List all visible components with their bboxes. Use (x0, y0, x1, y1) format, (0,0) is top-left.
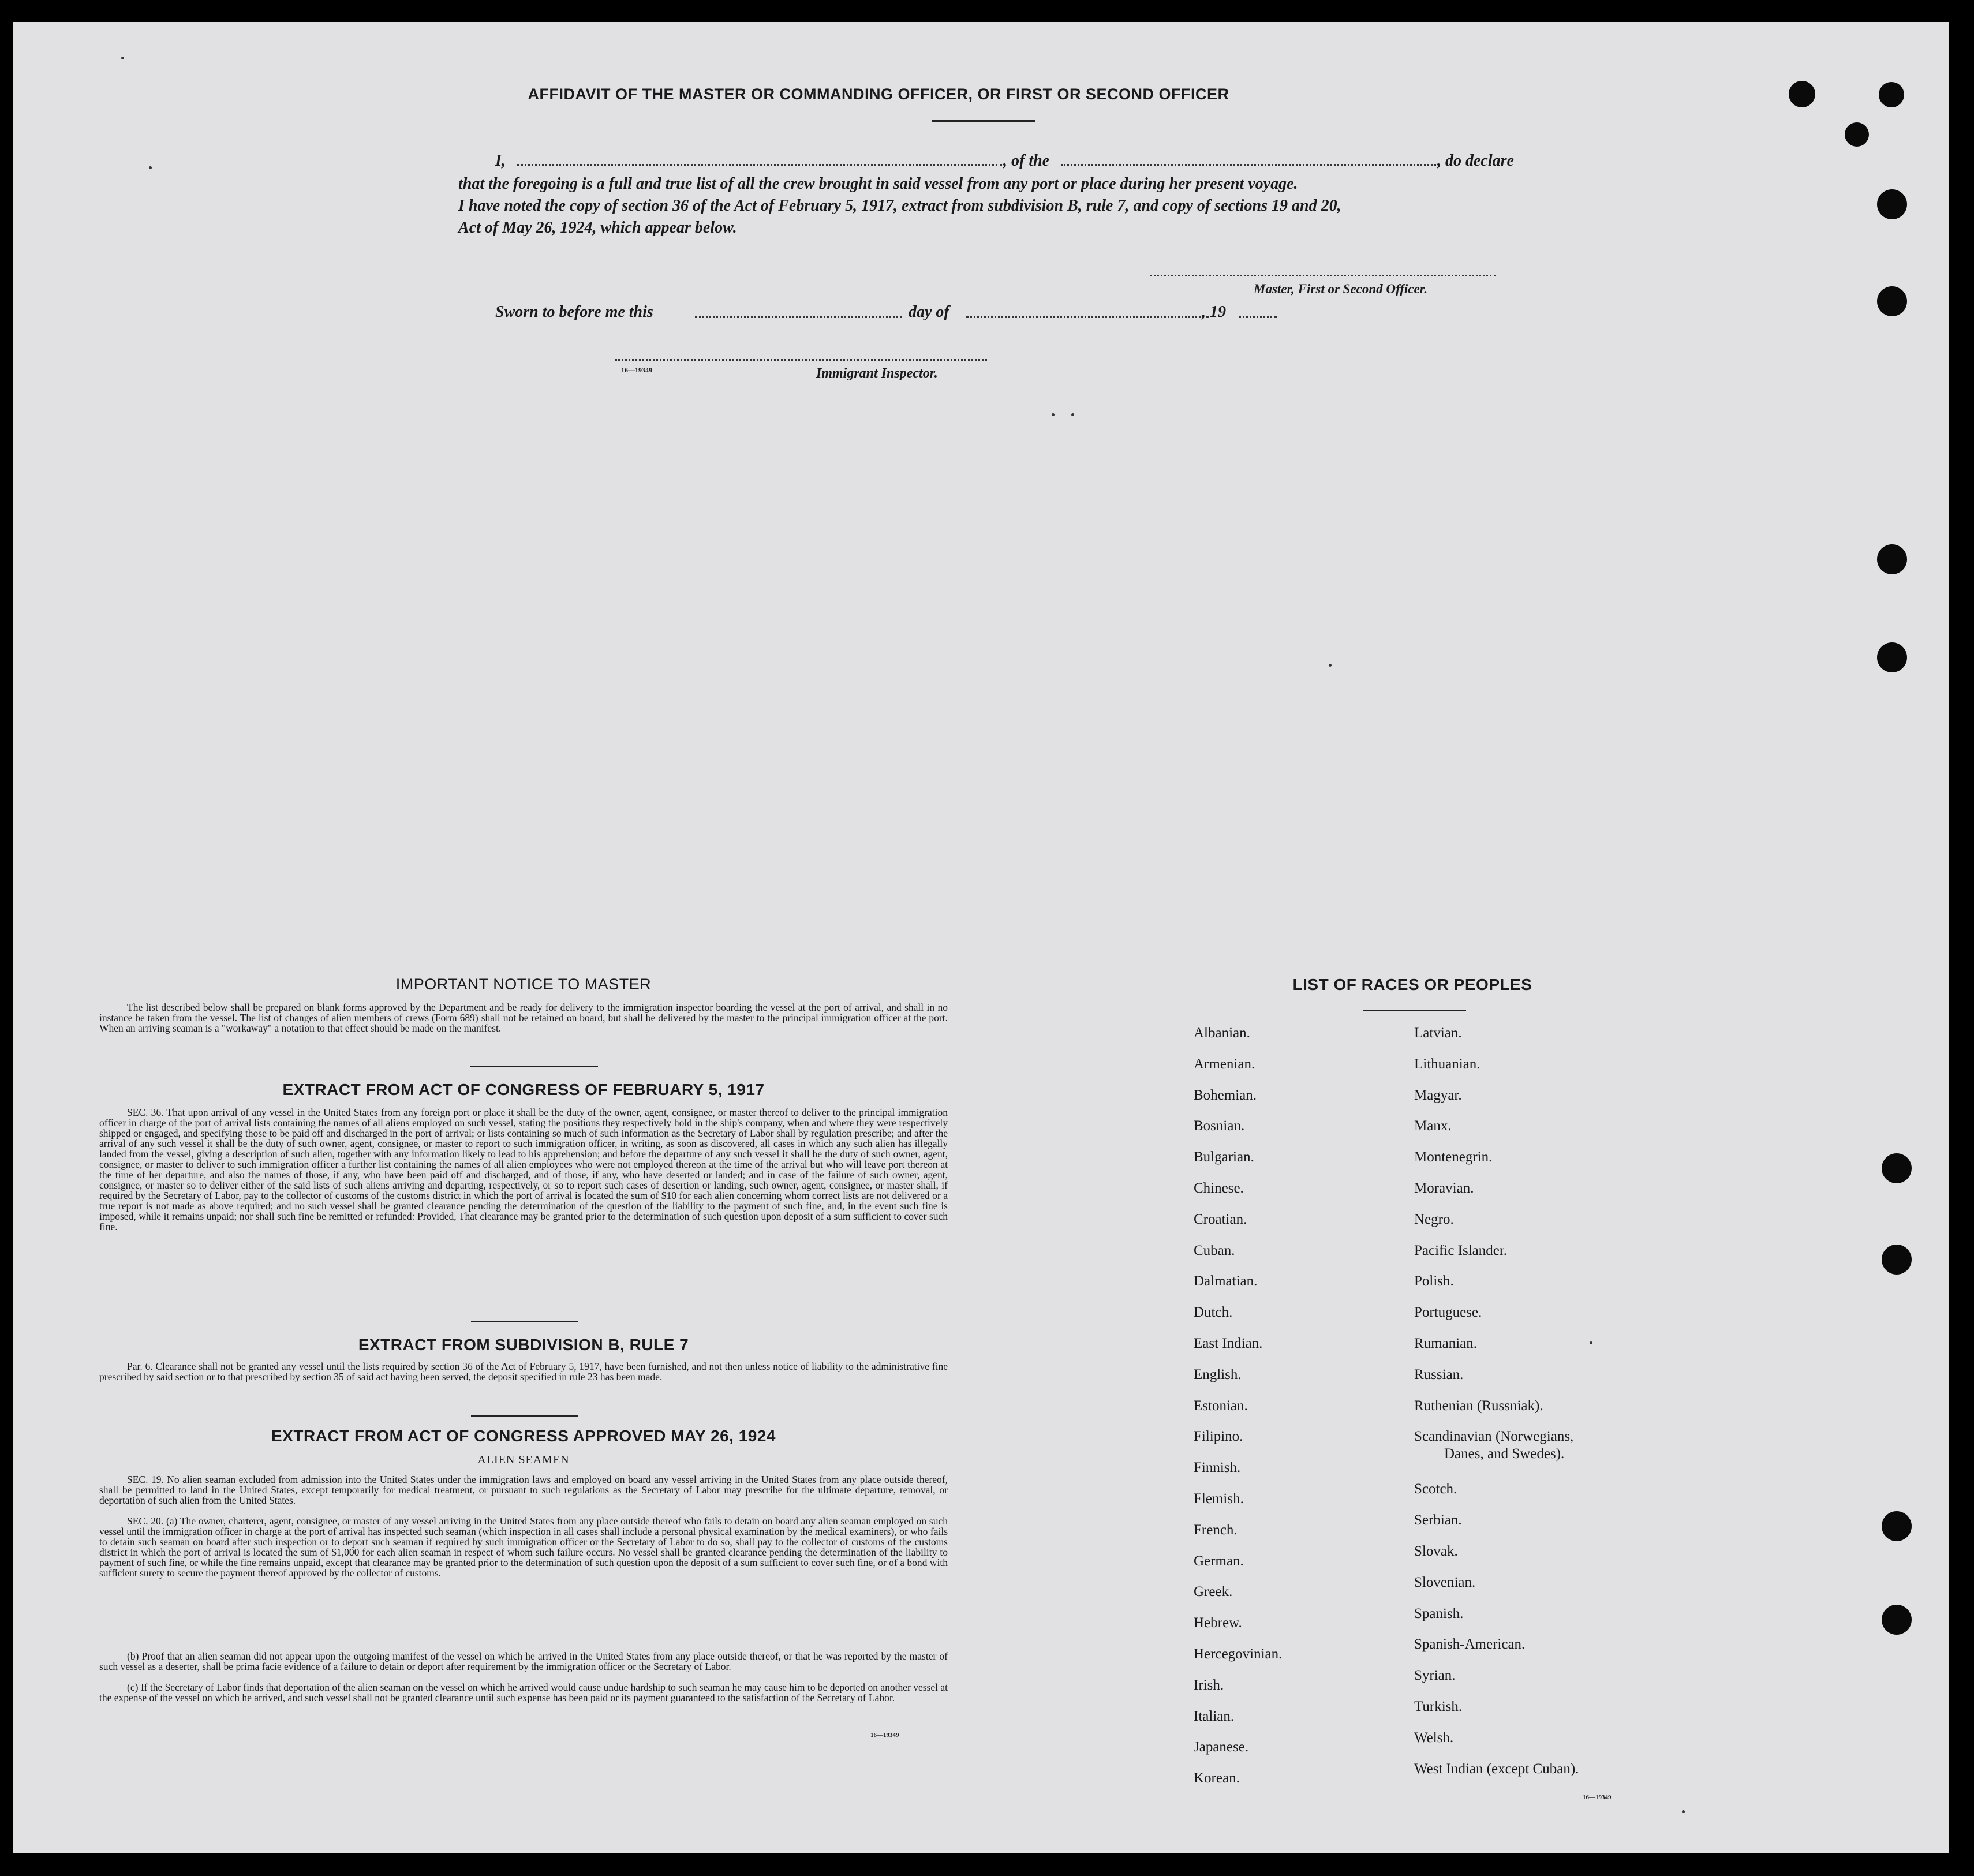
name-field[interactable] (517, 164, 1002, 166)
race-item: Serbian. (1414, 1512, 1462, 1529)
title-rule (932, 120, 1035, 122)
races-rule (1363, 1010, 1466, 1011)
sec20b-body: (b) Proof that an alien seaman did not appear upon the outgoing manifest of the vessel on which he arrived in the United States from any place outside thereof, or that he was reported by the master of such vessel as a deserter, shall be prima facie evidence of a failure to detain or deport after requirement by the immigration officer or the Secretary of Labor. (99, 1650, 948, 1672)
race-item: Spanish. (1414, 1605, 1464, 1621)
punch-hole (1882, 1245, 1912, 1275)
race-item: Welsh. (1414, 1729, 1454, 1746)
form-page (13, 22, 1949, 1853)
speck (1071, 413, 1074, 416)
race-item: Moravian. (1414, 1180, 1474, 1196)
form-number: 16—19349 (621, 366, 652, 374)
affidavit-line2: that the foregoing is a full and true list of all the crew brought in said vessel from any port or place during her present voyage. (458, 175, 1298, 193)
race-item: Portuguese. (1414, 1305, 1482, 1321)
race-item: German. (1194, 1553, 1244, 1569)
race-item: Armenian. (1194, 1056, 1255, 1072)
race-item: Finnish. (1194, 1460, 1241, 1476)
punch-hole (1882, 1153, 1912, 1183)
speck (1590, 1341, 1592, 1344)
affidavit-title: AFFIDAVIT OF THE MASTER OR COMMANDING OFFICER, OR FIRST OR SECOND OFFICER (528, 85, 1229, 103)
sec20c-body: (c) If the Secretary of Labor finds that deportation of the alien seaman on the vessel on which he arrived would cause undue hardship to such seaman he may cause him to be deported on another vessel at the expense of the vessel on which he arrived, and such vessel shall not be granted clearance until such expense has been paid or its payment guaranteed to the satisfaction of the Secretary of Labor. (99, 1681, 948, 1703)
race-item: Manx. (1414, 1118, 1452, 1134)
race-item: Syrian. (1414, 1668, 1456, 1684)
speck (1682, 1810, 1685, 1813)
race-item: Cuban. (1194, 1242, 1235, 1258)
form-number: 16—19349 (1583, 1794, 1612, 1801)
punch-hole (1882, 1605, 1912, 1635)
race-item: Dalmatian. (1194, 1273, 1258, 1290)
race-item: Magyar. (1414, 1087, 1462, 1103)
notice-title: IMPORTANT NOTICE TO MASTER (395, 976, 652, 993)
race-item: Korean. (1194, 1770, 1240, 1787)
punch-hole (1877, 286, 1907, 316)
sworn-label: Sworn to before me this (495, 303, 653, 321)
rule7-body: Par. 6. Clearance shall not be granted any vessel until the lists required by section 36 of the Act of February 5, 1917, have been furnished, and not then unless notice of liability to the administrative fine prescribed by said section or to that prescribed by section 35 of said act having been served, the deposit specified in rule 23 has been made. (99, 1361, 948, 1382)
i-label: I, (495, 152, 506, 170)
punch-hole (1845, 122, 1869, 147)
race-item: Montenegrin. (1414, 1149, 1493, 1165)
extract-1924-subtitle: ALIEN SEAMEN (477, 1453, 570, 1466)
race-item: Polish. (1414, 1273, 1454, 1290)
race-item: French. (1194, 1522, 1238, 1538)
do-declare-label: , do declare (1437, 152, 1514, 170)
sworn-day-field[interactable] (695, 316, 902, 318)
race-item: Estonian. (1194, 1397, 1248, 1414)
race-item: Rumanian. (1414, 1336, 1478, 1351)
extract-1917-title: EXTRACT FROM ACT OF CONGRESS OF FEBRUARY 5, 1917 (282, 1081, 765, 1098)
race-item: Slovenian. (1414, 1574, 1476, 1590)
races-title: LIST OF RACES OR PEOPLES (1292, 976, 1532, 993)
race-item: Flemish. (1194, 1491, 1244, 1507)
affidavit-line3: I have noted the copy of section 36 of the Act of February 5, 1917, extract from subdivision B, rule 7, and copy of sections 19 and 20, (458, 197, 1341, 215)
punch-hole (1877, 544, 1907, 574)
day-of-label: day of (909, 303, 949, 321)
race-item: Danes, and Swedes). (1444, 1446, 1565, 1462)
sec20a-body: SEC. 20. (a) The owner, charterer, agent, consignee, or master of any vessel arriving in the United States from any place outside thereof who fails to detain on board any alien seaman employed on such vessel until the immigration officer in charge at the port of arrival has inspected such seaman (which inspection in all cases shall include a personal physical examination by the medical examiners), or who fails to detain such seaman on board after such inspection or to deport such seaman if required by such immigration officer or the Secretary of Labor to do so, shall pay to the collector of customs of the customs district in which the port of arrival is located the sum of $1,000 for each alien seaman in respect of whom such failure occurs. No vessel shall be granted clearance pending the determination of the liability to payment of such fine, or while the fine remains unpaid, except that clearance may be granted prior to the determination of such question upon the deposit of a sum sufficient to cover such fine, or of a bond with sufficient surety to secure the payment thereof approved by the collector of customs. (99, 1515, 948, 1579)
race-item: Lithuanian. (1414, 1056, 1480, 1072)
race-item: Irish. (1194, 1677, 1224, 1693)
race-item: Albanian. (1194, 1025, 1250, 1041)
race-item: Negro. (1414, 1211, 1454, 1227)
race-item: Hebrew. (1194, 1615, 1242, 1631)
race-item: Japanese. (1194, 1739, 1249, 1755)
race-item: Latvian. (1414, 1025, 1462, 1041)
race-item: Ruthenian (Russniak). (1414, 1397, 1543, 1414)
form-number: 16—19349 (870, 1732, 899, 1739)
race-item: East Indian. (1194, 1336, 1263, 1351)
speck (1329, 664, 1332, 667)
punch-hole (1879, 82, 1904, 107)
speck (149, 166, 152, 169)
signature-field[interactable] (1150, 275, 1496, 276)
race-item: Italian. (1194, 1708, 1235, 1724)
vessel-field[interactable] (1061, 164, 1436, 166)
section-rule (471, 1415, 578, 1417)
race-item: Bosnian. (1194, 1118, 1245, 1134)
punch-hole (1882, 1511, 1912, 1541)
punch-hole (1877, 189, 1907, 219)
inspector-label: Immigrant Inspector. (816, 366, 938, 381)
sec19-body: SEC. 19. No alien seaman excluded from admission into the United States under the immigration laws and employed on board any vessel arriving in the United States from any place outside thereof, shall be permitted to land in the United States, except temporarily for medical treatment, or pursuant to such regulations as the Secretary of Labor may prescribe for the ultimate departure, removal, or deportation of such alien from the United States. (99, 1474, 948, 1506)
race-item: Hercegovinian. (1194, 1646, 1283, 1662)
punch-hole (1877, 642, 1907, 672)
race-item: Chinese. (1194, 1180, 1244, 1196)
extract-1917-body: SEC. 36. That upon arrival of any vessel in the United States from any foreign port or place it shall be the duty of the owner, agent, consignee, or master thereof to deliver to the principal immigration officer in charge of the port of arrival lists containing the names of all aliens employed on such vessel, stating the positions they respectively hold in the ship's company, when and where they were respectively shipped or engaged, and specifying those to be paid off and discharged in the port of arrival; or lists containing so much of such information as the Secretary of Labor shall by regulation prescribe; and after the arrival of any such vessel it shall be the duty of such owner, agent, consignee, or master to report to such immigration officer, in writing, as soon as discovered, all cases in which any such alien has illegally landed from the vessel, giving a description of such alien, together with any information likely to lead to his apprehension; and before the departure of any such vessel it shall be the duty of such owner, agent, consignee, or master to deliver to such immigration officer a further list containing the names of all alien employees who were not employed thereon at the time of the arrival but who will leave port thereon at the time of her departure, and also the names of those, if any, who have been paid off and discharged, and of those, if any, who have deserted or landed; and in case of the failure of such owner, agent, consignee, or master so to deliver either of the said lists of such aliens arriving and departing, respectively, or so to report such cases of desertion or landing, such owner, agent, consignee, or master shall, if required by the Secretary of Labor, pay to the collector of customs of the customs district in which the port of arrival is located the sum of $10 for each alien concerning whom correct lists are not delivered or a true report is not made as above required; and no such vessel shall be granted clearance pending the determination of the question of the liability to the payment of such fine, and, in the event such fine is imposed, while it remains unpaid; nor shall such fine be remitted or refunded: Provided, That clearance may be granted prior to the determination of such question upon deposit of a sum sufficient to cover such fine. (99, 1107, 948, 1232)
race-item: Dutch. (1194, 1305, 1233, 1321)
notice-body: The list described below shall be prepared on blank forms approved by the Department and be ready for delivery to the immigration inspector boarding the vessel at the port of arrival, and shall in no instance be taken from the vessel. The list of changes of alien members of crews (Form 689) shall not be retained on board, but shall be delivered by the master to the principal immigration officer at the port. When an arriving seaman is a "workaway" a notation to that effect should be made on the manifest. (99, 1001, 948, 1034)
race-item: Turkish. (1414, 1699, 1463, 1714)
race-item: West Indian (except Cuban). (1414, 1761, 1579, 1777)
speck (1052, 413, 1055, 416)
affidavit-line4: Act of May 26, 1924, which appear below. (458, 219, 737, 237)
race-item: Croatian. (1194, 1211, 1247, 1227)
race-item: Greek. (1194, 1584, 1233, 1600)
extract-1924-title: EXTRACT FROM ACT OF CONGRESS APPROVED MAY 26, 1924 (271, 1427, 776, 1445)
race-item: Spanish-American. (1414, 1636, 1526, 1653)
section-rule (470, 1066, 598, 1067)
section-rule (471, 1321, 578, 1322)
race-item: Bulgarian. (1194, 1149, 1254, 1165)
race-item: Bohemian. (1194, 1087, 1257, 1103)
race-item: Scandinavian (Norwegians, (1414, 1429, 1574, 1445)
sworn-month-field[interactable] (966, 316, 1209, 318)
speck (121, 57, 124, 59)
race-item: Pacific Islander. (1414, 1242, 1508, 1258)
race-item: Filipino. (1194, 1429, 1243, 1445)
of-the-label: , of the (1003, 152, 1050, 170)
punch-hole (1789, 81, 1815, 107)
race-item: Slovak. (1414, 1544, 1458, 1559)
race-item: Russian. (1414, 1366, 1464, 1382)
race-item: Scotch. (1414, 1481, 1457, 1497)
year-field[interactable] (1239, 316, 1277, 318)
rule7-title: EXTRACT FROM SUBDIVISION B, RULE 7 (358, 1336, 689, 1354)
race-item: English. (1194, 1366, 1242, 1382)
signature-label: Master, First or Second Officer. (1254, 282, 1428, 296)
inspector-signature-field[interactable] (615, 359, 987, 361)
year-label: , 19 (1202, 303, 1226, 321)
